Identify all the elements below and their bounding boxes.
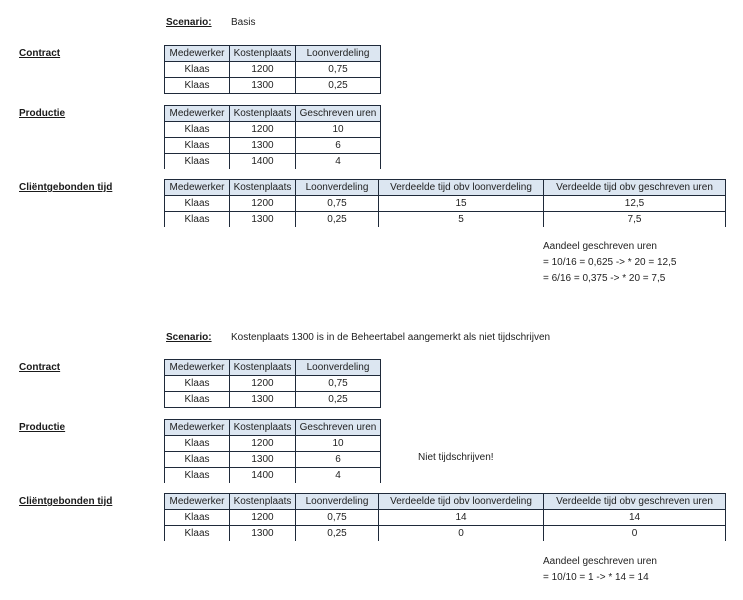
header-loonverdeling: Loonverdeling (296, 180, 379, 196)
header-medewerker: Medewerker (165, 494, 230, 510)
cell-medewerker: Klaas (165, 510, 230, 526)
note-line: = 6/16 = 0,375 -> * 20 = 7,5 (543, 273, 666, 284)
cell-kostenplaats: 1200 (230, 436, 296, 452)
scenario-2-clientgebonden-table (164, 493, 726, 541)
cell-kostenplaats: 1200 (230, 196, 296, 212)
cell-verdeeld-uren: 0 (544, 526, 726, 542)
cell-loonverdeling: 0,25 (296, 78, 381, 94)
table-row (165, 510, 726, 526)
cell-medewerker: Klaas (165, 196, 230, 212)
cell-medewerker: Klaas (165, 468, 230, 484)
cell-loonverdeling: 0,75 (296, 196, 379, 212)
header-loonverdeling: Loonverdeling (296, 360, 381, 376)
cell-loonverdeling: 0,25 (296, 392, 381, 408)
note-line: = 10/16 = 0,625 -> * 20 = 12,5 (543, 257, 677, 268)
header-verdeeld-uren: Verdeelde tijd obv geschreven uren (544, 180, 726, 196)
header-kostenplaats: Kostenplaats (230, 420, 296, 436)
cell-geschreven-uren: 10 (296, 122, 381, 138)
cell-verdeeld-uren: 7,5 (544, 212, 726, 228)
table-row (165, 62, 381, 78)
table-row (165, 78, 381, 94)
cell-loonverdeling: 0,75 (296, 62, 381, 78)
table-row (165, 138, 381, 154)
cell-kostenplaats: 1200 (230, 510, 296, 526)
header-verdeeld-uren: Verdeelde tijd obv geschreven uren (544, 494, 726, 510)
cell-medewerker: Klaas (165, 154, 230, 170)
cell-kostenplaats: 1400 (230, 468, 296, 484)
cell-medewerker: Klaas (165, 122, 230, 138)
cell-kostenplaats: 1400 (230, 154, 296, 170)
cell-kostenplaats: 1300 (230, 392, 296, 408)
cell-medewerker: Klaas (165, 78, 230, 94)
scenario-1-label: Scenario: (166, 17, 212, 28)
cell-kostenplaats: 1300 (230, 452, 296, 468)
table-row (165, 392, 381, 408)
header-geschreven-uren: Geschreven uren (296, 420, 381, 436)
header-medewerker: Medewerker (165, 420, 230, 436)
table-row (165, 376, 381, 392)
header-kostenplaats: Kostenplaats (230, 106, 296, 122)
cell-medewerker: Klaas (165, 392, 230, 408)
cell-medewerker: Klaas (165, 526, 230, 542)
cell-kostenplaats: 1200 (230, 376, 296, 392)
header-loonverdeling: Loonverdeling (296, 494, 379, 510)
cell-geschreven-uren: 6 (296, 452, 381, 468)
scenario-1-clientgebonden-label: Cliëntgebonden tijd (19, 182, 113, 193)
cell-kostenplaats: 1300 (230, 78, 296, 94)
cell-geschreven-uren: 6 (296, 138, 381, 154)
header-medewerker: Medewerker (165, 360, 230, 376)
cell-medewerker: Klaas (165, 452, 230, 468)
cell-verdeeld-loon: 14 (379, 510, 544, 526)
note-line: Aandeel geschreven uren (543, 241, 657, 252)
scenario-2-notes (543, 554, 657, 586)
table-row (165, 468, 381, 484)
header-geschreven-uren: Geschreven uren (296, 106, 381, 122)
scenario-1-name: Basis (231, 17, 256, 28)
scenario-2-contract-label: Contract (19, 362, 61, 373)
scenario-1-productie-label: Productie (19, 108, 66, 119)
header-kostenplaats: Kostenplaats (230, 46, 296, 62)
cell-kostenplaats: 1200 (230, 122, 296, 138)
header-kostenplaats: Kostenplaats (230, 494, 296, 510)
header-verdeeld-loon: Verdeelde tijd obv loonverdeling (379, 180, 544, 196)
table-header-row (165, 360, 381, 376)
cell-verdeeld-loon: 5 (379, 212, 544, 228)
table-row (165, 436, 381, 452)
table-row (165, 212, 726, 228)
header-medewerker: Medewerker (165, 46, 230, 62)
scenario-2-productie-label: Productie (19, 422, 66, 433)
scenario-2-name: Kostenplaats 1300 is in de Beheertabel aangemerkt als niet tijdschrijven (231, 332, 551, 343)
cell-loonverdeling: 0,75 (296, 376, 381, 392)
scenario-1-productie-table (164, 105, 381, 169)
cell-kostenplaats: 1300 (230, 138, 296, 154)
table-row (165, 196, 726, 212)
header-loonverdeling: Loonverdeling (296, 46, 381, 62)
scenario-1-contract-label: Contract (19, 48, 61, 59)
scenario-2-contract-table (164, 359, 381, 408)
cell-geschreven-uren: 4 (296, 154, 381, 170)
table-header-row (165, 180, 726, 196)
niet-tijdschrijven-note: Niet tijdschrijven! (418, 452, 494, 463)
cell-geschreven-uren: 10 (296, 436, 381, 452)
cell-kostenplaats: 1200 (230, 62, 296, 78)
table-header-row (165, 420, 381, 436)
table-row (165, 526, 726, 542)
cell-verdeeld-uren: 12,5 (544, 196, 726, 212)
scenario-2-clientgebonden-label: Cliëntgebonden tijd (19, 496, 113, 507)
scenario-2-label: Scenario: (166, 332, 212, 343)
cell-geschreven-uren: 4 (296, 468, 381, 484)
table-row (165, 154, 381, 170)
table-header-row (165, 106, 381, 122)
cell-kostenplaats: 1300 (230, 212, 296, 228)
cell-verdeeld-loon: 0 (379, 526, 544, 542)
cell-medewerker: Klaas (165, 376, 230, 392)
scenario-1-clientgebonden-table (164, 179, 726, 227)
table-header-row (165, 46, 381, 62)
cell-verdeeld-uren: 14 (544, 510, 726, 526)
table-row (165, 452, 381, 468)
table-header-row (165, 494, 726, 510)
scenario-2-productie-table (164, 419, 381, 483)
header-kostenplaats: Kostenplaats (230, 180, 296, 196)
header-medewerker: Medewerker (165, 106, 230, 122)
cell-verdeeld-loon: 15 (379, 196, 544, 212)
header-verdeeld-loon: Verdeelde tijd obv loonverdeling (379, 494, 544, 510)
scenario-1-contract-table (164, 45, 381, 94)
table-row (165, 122, 381, 138)
header-medewerker: Medewerker (165, 180, 230, 196)
cell-medewerker: Klaas (165, 138, 230, 154)
cell-loonverdeling: 0,25 (296, 526, 379, 542)
cell-medewerker: Klaas (165, 436, 230, 452)
header-kostenplaats: Kostenplaats (230, 360, 296, 376)
cell-loonverdeling: 0,25 (296, 212, 379, 228)
scenario-1-notes (543, 239, 676, 287)
cell-loonverdeling: 0,75 (296, 510, 379, 526)
note-line: = 10/10 = 1 -> * 14 = 14 (543, 572, 649, 583)
note-line: Aandeel geschreven uren (543, 556, 657, 567)
cell-kostenplaats: 1300 (230, 526, 296, 542)
cell-medewerker: Klaas (165, 212, 230, 228)
cell-medewerker: Klaas (165, 62, 230, 78)
